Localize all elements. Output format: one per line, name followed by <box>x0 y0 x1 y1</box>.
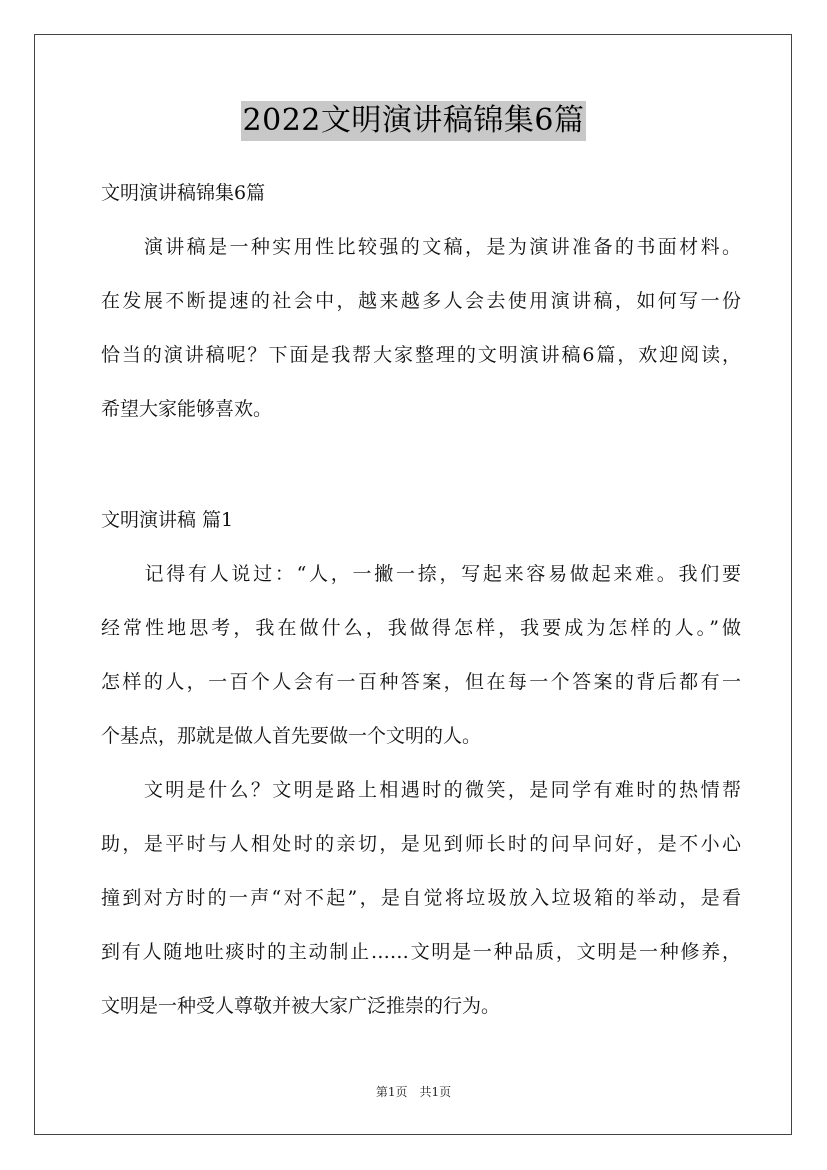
paragraph-line: 文明是一种受人尊敬并被大家广泛推崇的行为。 <box>101 995 501 1017</box>
page-footer: 第1页 共1页 <box>375 1085 452 1099</box>
paragraph-line: 文明是什么？文明是路上相遇时的微笑，是同学有难时的热情帮 <box>101 779 741 801</box>
paragraph-line: 到有人随地吐痰时的主动制止……文明是一种品质，文明是一种修养， <box>101 941 741 963</box>
subtitle: 文明演讲稿锦集6篇 <box>101 182 266 204</box>
paragraph-line: 经常性地思考，我在做什么，我做得怎样，我要成为怎样的人。”做 <box>101 617 741 639</box>
section-heading: 文明演讲稿 篇1 <box>101 509 234 531</box>
paragraph-line: 希望大家能够喜欢。 <box>101 398 273 420</box>
paragraph-line: 怎样的人，一百个人会有一百种答案，但在每一个答案的背后都有一 <box>101 671 741 693</box>
paragraph-line: 恰当的演讲稿呢？下面是我帮大家整理的文明演讲稿6篇，欢迎阅读， <box>101 344 741 366</box>
paragraph-line: 个基点，那就是做人首先要做一个文明的人。 <box>101 725 482 747</box>
paragraph-line: 撞到对方时的一声“对不起”，是自觉将垃圾放入垃圾箱的举动，是看 <box>101 887 741 909</box>
document-title <box>0 101 827 141</box>
paragraph-line: 助，是平时与人相处时的亲切，是见到师长时的问早问好，是不小心 <box>101 833 741 855</box>
paragraph-line: 演讲稿是一种实用性比较强的文稿，是为演讲准备的书面材料。 <box>101 236 741 258</box>
document-title-text: 2022文明演讲稿锦集6篇 <box>241 101 587 141</box>
paragraph-line: 记得有人说过：“人，一撇一捺，写起来容易做起来难。我们要 <box>101 563 741 585</box>
paragraph-line: 在发展不断提速的社会中，越来越多人会去使用演讲稿，如何写一份 <box>101 290 741 312</box>
